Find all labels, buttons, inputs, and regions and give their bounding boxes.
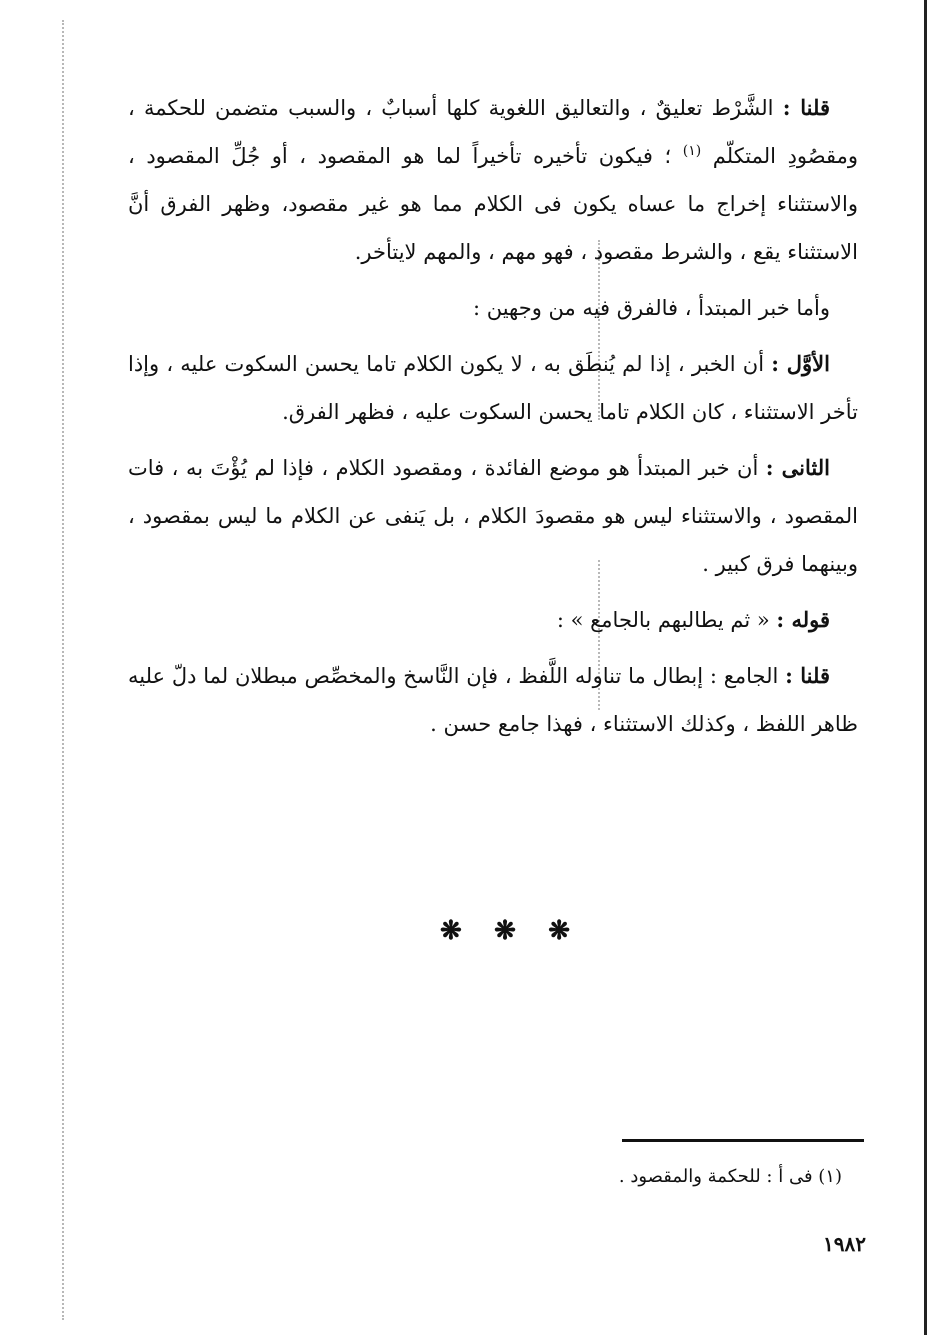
asterism-icon: ❋ <box>548 916 570 946</box>
paragraph-lead: قلنا : <box>782 95 830 120</box>
paragraph-text: الشَّرْط تعليقٌ ، والتعاليق اللغوية كلها أسبابٌ ، والسبب متضمن للحكمة ، ومقصُودِ المتكلّم <box>128 96 858 168</box>
paragraph-lead: قلنا : <box>785 663 830 688</box>
paragraph-text: أن خبر المبتدأ هو موضع الفائدة ، ومقصود الكلام ، فإذا لم يُؤْتَ به ، فات المقصود ، والاستثناء ليس هو مقصودَ الكلام ، بل يَنفى عن الكلام ما ليس بمقصود ، وبينهما فرق كبير . <box>128 456 858 576</box>
paragraph-2 <box>128 284 858 332</box>
paragraph-6 <box>128 652 858 748</box>
scan-dotted-line <box>62 20 64 1320</box>
asterism-icon: ❋ <box>494 916 516 946</box>
page-body <box>128 84 858 756</box>
paragraph-lead: قوله : <box>776 607 830 632</box>
page-number: ١٩٨٢ <box>823 1232 866 1256</box>
paragraph-text: أن الخبر ، إذا لم يُنطَق به ، لا يكون الكلام تاما يحسن السكوت عليه ، وإذا تأخر الاستثناء ، كان الكلام تاما يحسن السكوت عليه ، فظهر الفرق. <box>128 352 858 424</box>
paragraph-5 <box>128 596 858 644</box>
footnote: (١) فى أ : للحكمة والمقصود . <box>618 1166 842 1187</box>
footnote-reference: (١) <box>682 143 702 159</box>
page-edge-line <box>924 0 927 1335</box>
asterism-icon: ❋ <box>440 916 462 946</box>
paragraph-lead: الثانى : <box>765 455 830 480</box>
paragraph-1 <box>128 84 858 276</box>
section-separator <box>440 916 570 946</box>
paragraph-text: « ثم يطالبهم بالجامع » : <box>556 608 770 632</box>
footnote-rule <box>622 1139 864 1142</box>
paragraph-text-cont: ؛ فيكون تأخيره تأخيراً لما هو المقصود ، أو جُلِّ المقصود ، والاستثناء إخراج ما عساه يكون فى الكلام مما هو غير مقصود، وظهر الفرق أنَّ الاستثناء يقع ، والشرط مقصود ، فهو مهم ، والمهم لايتأخر. <box>128 144 858 264</box>
paragraph-text: وأما خبر المبتدأ ، فالفرق فيه من وجهين : <box>472 296 830 320</box>
paragraph-text: الجامع : إبطال ما تناوله اللَّفظ ، فإن النَّاسخ والمخصِّص مبطلان لما دلّ عليه ظاهر اللفظ ، وكذلك الاستثناء ، فهذا جامع حسن . <box>128 664 858 736</box>
paragraph-lead: الأوَّل : <box>771 351 830 376</box>
paragraph-3 <box>128 340 858 436</box>
paragraph-4 <box>128 444 858 588</box>
